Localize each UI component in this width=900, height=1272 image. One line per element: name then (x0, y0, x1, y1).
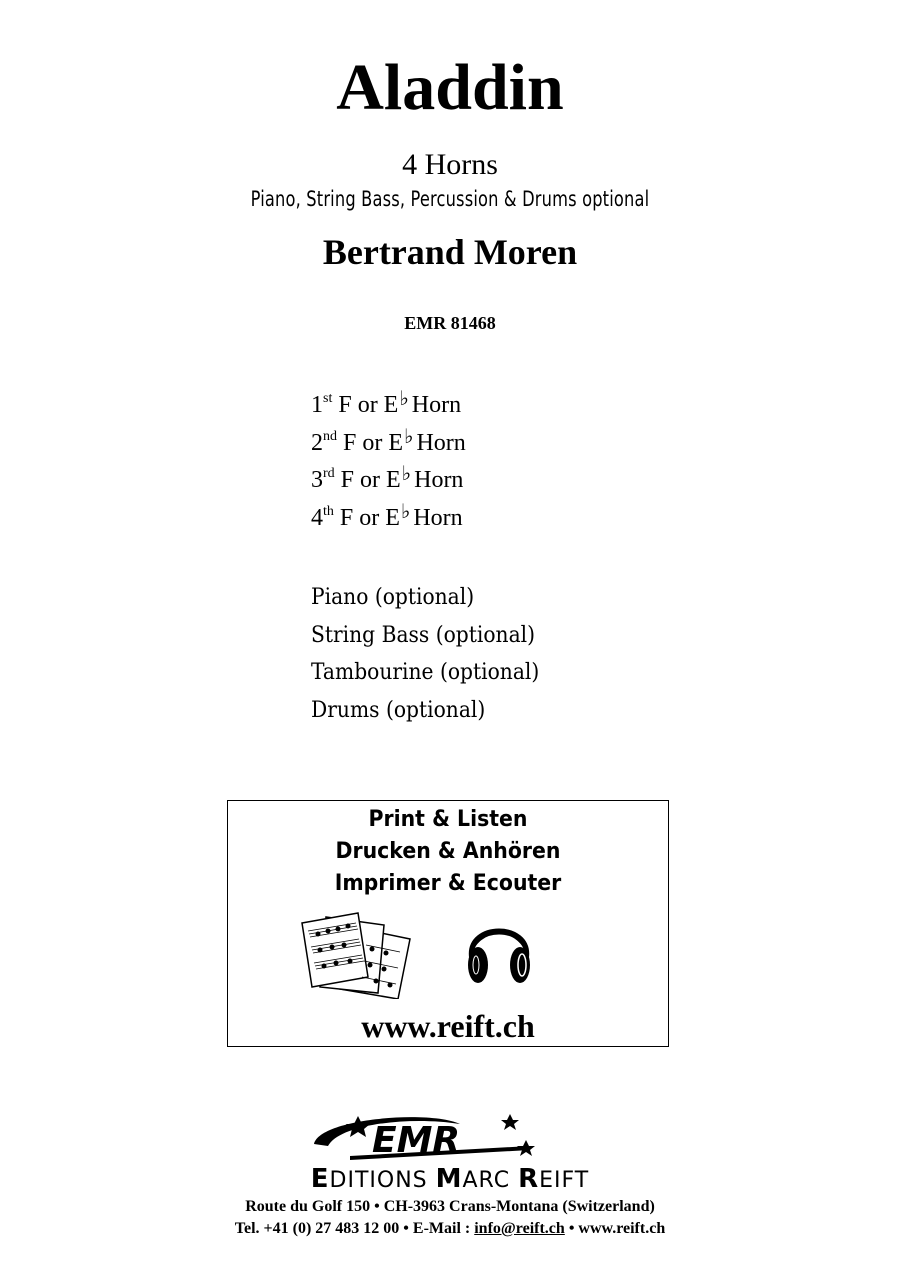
flat-symbol: ♭ (401, 463, 412, 486)
optional-part-item: Piano (optional) (311, 585, 475, 610)
print-listen-line: Drucken & Anhören (335, 839, 561, 864)
print-listen-line: Print & Listen (368, 807, 528, 832)
part-ordinal: rd (323, 466, 335, 482)
publisher-address: Route du Golf 150 • CH-3963 Crans-Montana (Switzerland) (245, 1198, 655, 1215)
part-number: 4 (311, 505, 323, 532)
optional-part-item: String Bass (optional) (311, 622, 536, 648)
contact-tel: Tel. +41 (0) 27 483 12 00 • E-Mail : (234, 1220, 475, 1237)
instrumentation: Piano, String Bass, Percussion & Drums optional (250, 187, 650, 211)
catalog-number: EMR 81468 (404, 313, 496, 333)
part-key: F or E (343, 429, 403, 456)
parts-list (311, 390, 466, 541)
website-link[interactable]: www.reift.ch (361, 1008, 535, 1044)
publisher-contact (0, 1219, 900, 1239)
part-item (311, 425, 466, 466)
part-item (311, 390, 466, 428)
optional-parts-list (311, 582, 559, 733)
part-item (311, 465, 466, 503)
page-title: Aladdin (336, 51, 564, 124)
sheet-music-icon (300, 909, 412, 999)
contact-web: • www.reift.ch (564, 1220, 666, 1237)
optional-part-item: Drums (optional) (311, 698, 486, 724)
part-number: 1 (311, 392, 323, 418)
part-ordinal: st (323, 391, 333, 406)
headphones-icon (464, 909, 534, 989)
part-number: 3 (311, 467, 323, 494)
part-number: 2 (311, 429, 323, 456)
flat-symbol: ♭ (400, 501, 411, 524)
email-link[interactable]: info@reift.ch (474, 1220, 565, 1237)
part-instrument: Horn (414, 467, 464, 494)
part-key: F or E (338, 392, 399, 418)
publisher-name: EDITIONS MARC REIFT (310, 1164, 590, 1194)
composer: Bertrand Moren (322, 232, 578, 272)
part-key: F or E (340, 467, 401, 494)
part-key: F or E (339, 505, 400, 532)
part-ordinal: th (323, 504, 334, 520)
optional-part-item: Tambourine (optional) (311, 660, 540, 686)
emr-logo (310, 1110, 550, 1170)
part-item (311, 503, 466, 541)
part-ordinal: nd (323, 428, 337, 444)
flat-symbol: ♭ (399, 388, 409, 410)
print-listen-box (227, 800, 669, 1047)
part-instrument: Horn (416, 429, 466, 456)
flat-symbol: ♭ (404, 425, 414, 448)
subtitle: 4 Horns (402, 148, 498, 181)
logo-text: EMR (372, 1120, 461, 1161)
part-instrument: Horn (411, 392, 462, 418)
print-listen-line: Imprimer & Ecouter (334, 871, 562, 896)
part-instrument: Horn (413, 505, 463, 532)
